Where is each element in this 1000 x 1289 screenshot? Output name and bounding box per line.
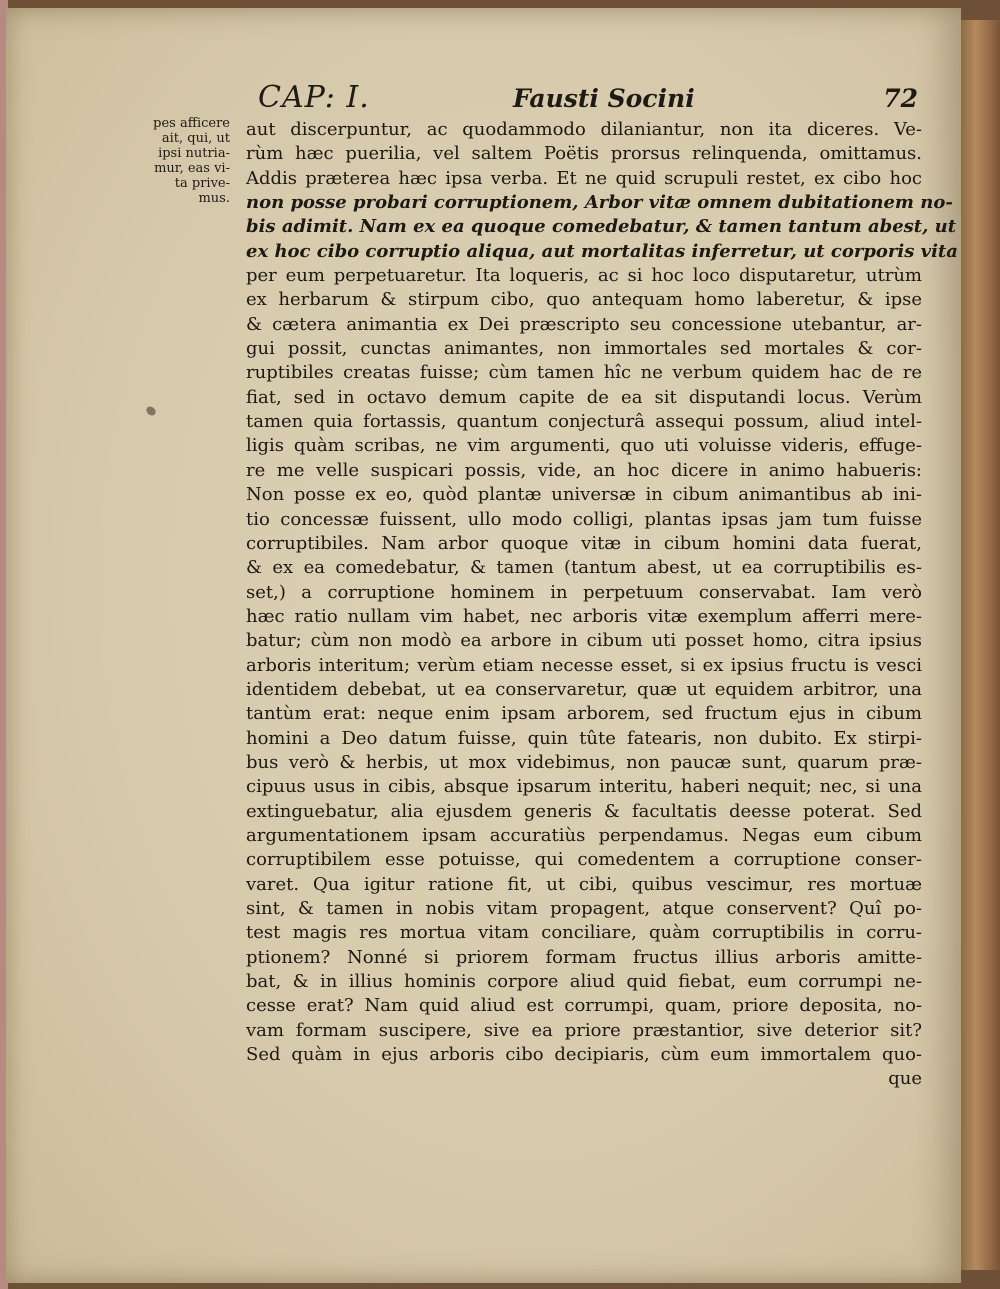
text-line: bus verò & herbis, ut mox videbimus, non paucæ sunt, quarum præ-	[246, 751, 922, 773]
text-line: ptionem? Nonné si priorem formam fructus illius arboris amitte-	[246, 946, 922, 968]
marginal-note-line: ta prive-	[174, 176, 230, 191]
text-line: cesse erat? Nam quid aliud est corrumpi, quam, priore deposita, no-	[246, 995, 922, 1017]
chapter-label: CAP: I.	[258, 80, 370, 115]
text-line: varet. Qua igitur ratione fit, ut cibi, quibus vescimur, res mortuæ	[246, 873, 922, 895]
text-line: ligis quàm scribas, ne vim argumenti, quo uti voluisse videris, effuge-	[246, 435, 922, 457]
page-number: 72	[883, 84, 918, 113]
text-line: ruptibiles creatas fuisse; cùm tamen hîc ne verbum quidem hac de re	[246, 362, 922, 384]
marginal-note-line: ait, qui, ut	[161, 131, 230, 146]
text-line: argumentationem ipsam accuratiùs perpendamus. Negas eum cibum	[246, 824, 922, 846]
text-line: extinguebatur, alia ejusdem generis & facultatis deesse poterat. Sed	[246, 800, 922, 822]
text-line: set,) a corruptione hominem in perpetuum conservabat. Iam verò	[246, 581, 922, 603]
text-line: bis adimit. Nam ex ea quoque comedebatur, & tamen tantum abest, ut	[246, 216, 957, 238]
text-line: & cætera animantia ex Dei præscripto seu concessione utebantur, ar-	[246, 313, 922, 335]
text-line: cipuus usus in cibis, absque ipsarum interitu, haberi nequit; nec, si una	[246, 776, 922, 798]
page-edge-right	[960, 20, 1000, 1270]
marginal-note-line: pes afficere	[153, 116, 230, 131]
text-line: identidem debebat, ut ea conservaretur, quæ ut equidem arbitror, una	[246, 678, 922, 700]
text-line: ex hoc cibo corruptio aliqua, aut mortalitas inferretur, ut corporis vita	[246, 240, 958, 262]
text-line: batur; cùm non modò ea arbore in cibum uti posset homo, citra ipsius	[246, 630, 922, 652]
text-line: vam formam suscipere, sive ea priore præstantior, sive deterior sit?	[246, 1019, 922, 1041]
marginal-note	[138, 116, 230, 206]
text-line: hæc ratio nullam vim habet, nec arboris vitæ exemplum afferri mere-	[246, 605, 922, 627]
text-line: bat, & in illius hominis corpore aliud quid fiebat, eum corrumpi ne-	[246, 971, 922, 993]
text-line: aut discerpuntur, ac quodammodo dilaniantur, non ita diceres. Ve-	[246, 119, 922, 140]
running-title: Fausti Socini	[513, 84, 695, 113]
text-line: Non posse ex eo, quòd plantæ universæ in cibum animantibus ab ini-	[246, 484, 922, 506]
text-line: corruptibilem esse potuisse, qui comedentem a corruptione conser-	[246, 849, 922, 871]
text-line: sint, & tamen in nobis vitam propagent, atque conservent? Quî po-	[246, 898, 922, 919]
text-line: ex herbarum & stirpum cibo, quo antequam homo laberetur, & ipse	[246, 289, 922, 311]
body-text	[246, 118, 958, 1092]
text-line: Addis præterea hæc ipsa verba. Et ne quid scrupuli restet, ex cibo hoc	[246, 167, 922, 189]
marginal-note-line: mur, eas vi-	[154, 161, 230, 176]
text-line: per eum perpetuaretur. Ita loqueris, ac si hoc loco disputaretur, utrùm	[246, 265, 922, 287]
marginal-note-line: mus.	[198, 191, 230, 206]
text-line: arboris interitum; verùm etiam necesse esset, si ex ipsius fructu is vesci	[246, 654, 922, 676]
text-line: re me velle suspicari possis, vide, an hoc dicere in animo habueris:	[246, 459, 922, 481]
running-header	[258, 80, 918, 120]
text-line: test magis res mortua vitam conciliare, quàm corruptibilis in corru-	[246, 922, 922, 944]
text-line: corruptibiles. Nam arbor quoque vitæ in cibum homini data fuerat,	[246, 532, 922, 554]
text-line: tamen quia fortassis, quantum conjecturâ assequi possum, aliud intel-	[246, 411, 922, 433]
text-line: non posse probari corruptionem, Arbor vitæ omnem dubitationem no-	[246, 192, 953, 214]
text-line: homini a Deo datum fuisse, quin tûte fatearis, non dubito. Ex stirpi-	[246, 727, 922, 749]
marginal-note-line: ipsi nutria-	[158, 146, 230, 161]
text-line: Sed quàm in ejus arboris cibo decipiaris, cùm eum immortalem quo-	[246, 1044, 922, 1066]
text-line: tio concessæ fuissent, ullo modo colligi, plantas ipsas jam tum fuisse	[246, 508, 922, 530]
text-line: & ex ea comedebatur, & tamen (tantum abest, ut ea corruptibilis es-	[246, 557, 922, 579]
text-line: gui possit, cunctas animantes, non immortales sed mortales & cor-	[246, 338, 922, 360]
catchword: que	[888, 1068, 922, 1090]
text-line: rùm hæc puerilia, vel saltem Poëtis prorsus relinquenda, omittamus.	[246, 143, 922, 165]
text-line: fiat, sed in octavo demum capite de ea sit disputandi locus. Verùm	[246, 386, 922, 408]
text-line: tantùm erat: neque enim ipsam arborem, sed fructum ejus in cibum	[246, 703, 922, 725]
